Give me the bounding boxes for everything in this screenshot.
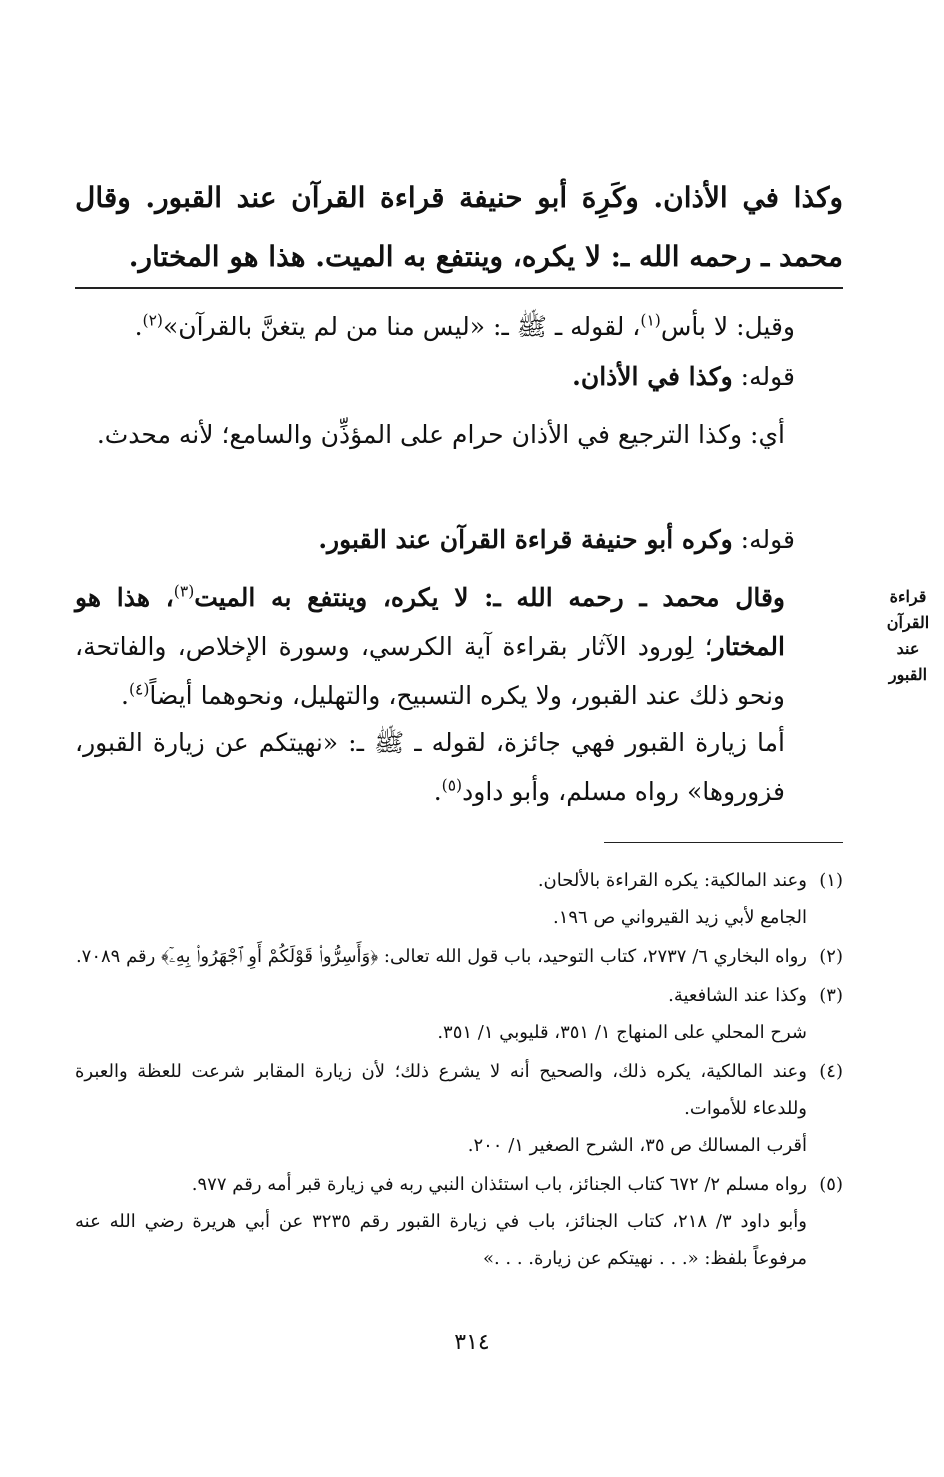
footnote-ref-1[interactable]: (١): [640, 311, 661, 330]
sharh-paragraph-5: [75, 573, 843, 720]
footnote-4: [75, 1053, 843, 1164]
p4-quoted-matn: وكره أبو حنيفة قراءة القرآن عند القبور.: [318, 525, 733, 554]
footnote-ref-3[interactable]: (٣): [173, 582, 195, 601]
matn-divider: [75, 287, 843, 289]
p3-text: أي: وكذا الترجيع في الأذان حرام على المؤذِّن والسامع؛ لأنه محدث.: [96, 420, 785, 449]
footnote-line: وكذا عند الشافعية.: [668, 985, 807, 1006]
p2-quoted-matn: وكذا في الأذان.: [572, 362, 733, 391]
footnote-ref-4[interactable]: (٤): [128, 680, 150, 699]
footnote-line: رواه مسلم ٢/ ٦٧٢ كتاب الجنائز، باب استئذان النبي ربه في زيارة قبر أمه رقم ٩٧٧.: [191, 1174, 807, 1195]
margin-heading-line: القرآن: [886, 613, 930, 632]
footnote-number: (٢): [819, 946, 843, 967]
sharh-paragraph-6: [75, 718, 843, 816]
p5-quoted-matn: وقال محمد ـ رحمه الله ـ: لا يكره، وينتفع به الميت: [194, 583, 786, 612]
footnote-line: وعند المالكية، يكره ذلك، والصحيح أنه لا يشرع ذلك؛ لأن زيارة المقابر شرعت للعظة والعبرة وللدعاء للأموات.: [75, 1061, 807, 1119]
margin-heading-line: قراءة: [889, 587, 927, 606]
footnote-1: [75, 862, 843, 936]
footnote-number: (٣): [819, 985, 843, 1006]
footnote-line: أقرب المسالك ص ٣٥، الشرح الصغير ١/ ٢٠٠.: [467, 1135, 807, 1156]
p6-text: أما زيارة القبور فهي جائزة، لقوله ـ ﷺ ـ: «نهيتكم عن زيارة القبور، فزوروها» رواه مسلم، وأبو داود: [75, 728, 785, 806]
p5-end: .: [121, 681, 129, 710]
footnotes: [75, 862, 843, 1279]
sharh-paragraph-1: [75, 302, 795, 351]
footnote-ref-5[interactable]: (٥): [441, 776, 463, 795]
p2-lead: قوله:: [732, 362, 795, 391]
matn-text: وكذا في الأذان. وكَرِهَ أبو حنيفة قراءة القرآن عند القبور. وقال محمد ـ رحمه الله ـ: لا يكره، وينتفع به الميت. هذا هو المختار.: [75, 181, 843, 273]
footnote-line: وأبو داود ٣/ ٢١٨، كتاب الجنائز، باب في زيارة القبور رقم ٣٢٣٥ عن أبي هريرة رضي الله عنه مرفوعاً بلفظ: «. . . نهيتكم عن زيارة. . . .»: [75, 1211, 808, 1269]
footnote-number: (١): [819, 870, 843, 891]
p4-lead: قوله:: [732, 525, 795, 554]
footnote-line: شرح المحلي على المنهاج ١/ ٣٥١، قليوبي ١/ ٣٥١.: [437, 1022, 807, 1043]
footnote-2: [75, 938, 843, 975]
footnote-line: وعند المالكية: يكره القراءة بالألحان.: [537, 870, 807, 891]
page-number: ٣١٤: [454, 1330, 490, 1355]
p5-rest: ؛ لِورود الآثار بقراءة آية الكرسي، وسورة الإخلاص، والفاتحة، ونحو ذلك عند القبور، ولا يكره التسبيح، والتهليل، ونحوهما أيضاً: [75, 632, 785, 710]
footnote-3: [75, 977, 843, 1051]
footnote-line: رواه البخاري ٦/ ٢٧٣٧، كتاب التوحيد، باب قول الله تعالى: ﴿وَأَسِرُّوا۟ قَوْلَكُمْ أَوِ ٱجْهَرُوا۟ بِهِۦٓ﴾ رقم ٧٠٨٩.: [75, 946, 807, 967]
p6-end: .: [433, 777, 442, 806]
sharh-paragraph-3: [75, 410, 843, 459]
sharh-paragraph-4: [75, 515, 795, 564]
footnote-number: (٥): [819, 1174, 843, 1195]
footnote-divider: [604, 842, 843, 843]
p1-start: وقيل: لا بأس: [660, 312, 795, 341]
sharh-paragraph-2: [75, 352, 795, 401]
p5-quoted-matn-2: ، هذا هو المختار: [75, 583, 785, 661]
footnote-number: (٤): [819, 1061, 843, 1082]
margin-heading-line: عند: [896, 639, 920, 658]
margin-heading: [878, 584, 938, 688]
p1-mid: ، لقوله ـ ﷺ ـ: «ليس منا من لم يتغنَّ بالقرآن»: [162, 312, 641, 341]
footnote-ref-2[interactable]: (٢): [142, 311, 163, 330]
p1-end: .: [134, 312, 143, 341]
footnote-line: الجامع لأبي زيد القيرواني ص ١٩٦.: [552, 907, 807, 928]
footnote-5: [75, 1166, 843, 1277]
margin-heading-line: القبور: [888, 665, 928, 684]
